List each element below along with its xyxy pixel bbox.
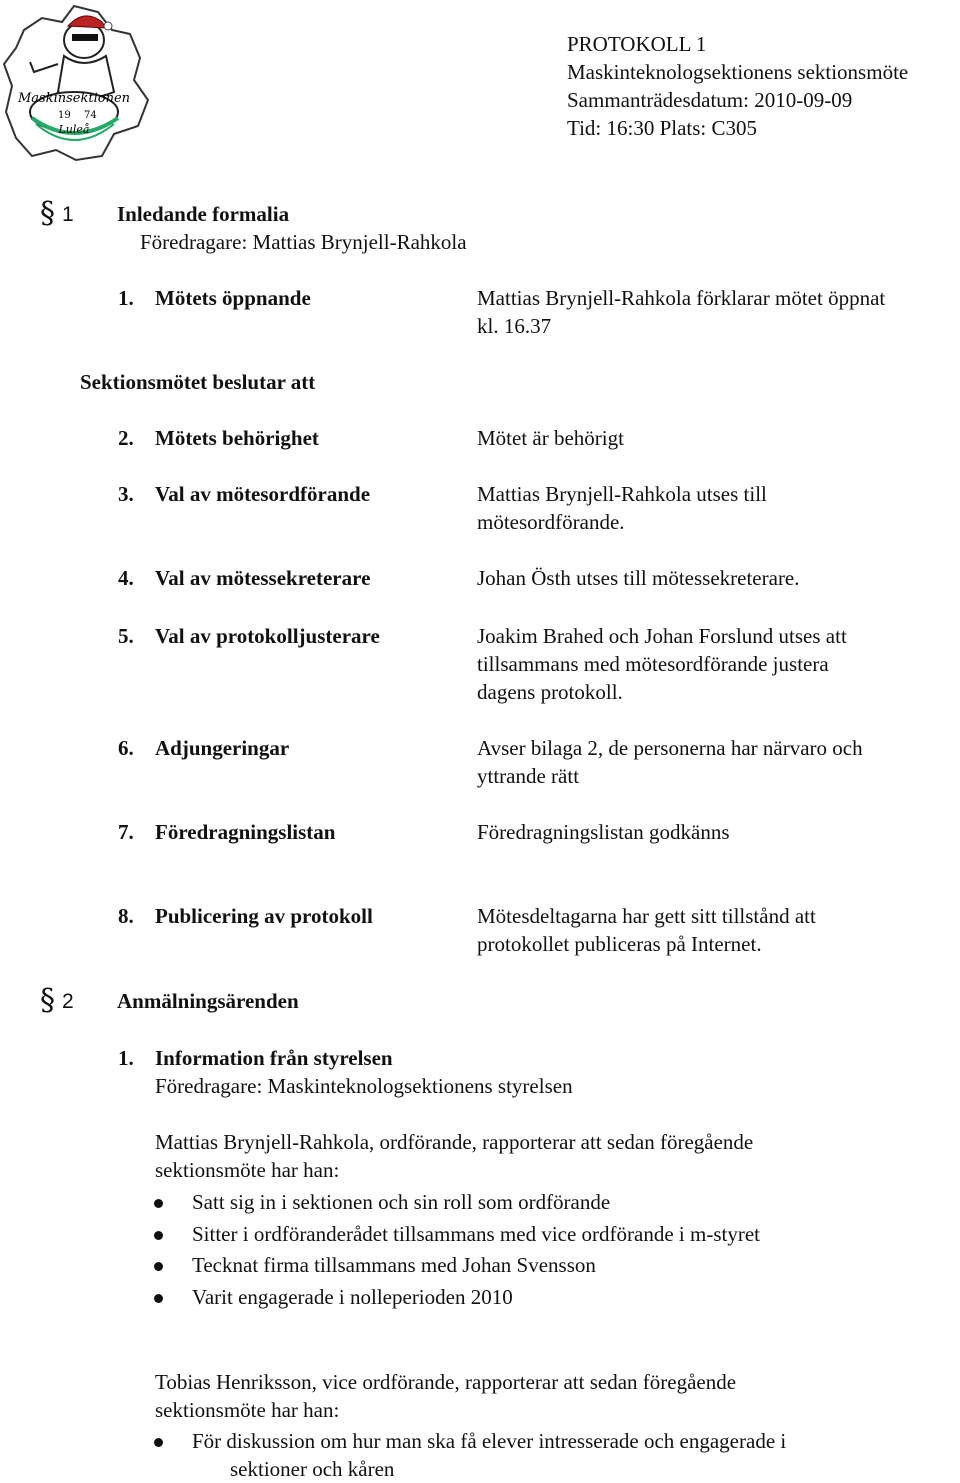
section-2-item-title: Information från styrelsen (155, 1046, 393, 1070)
list-item: Satt sig in i sektionen och sin roll som ordförande (192, 1190, 611, 1214)
item-4-label: Val av mötessekreterare (155, 566, 371, 590)
section-2-presenter: Föredragare: Maskinteknologsektionens styrelsen (155, 1074, 573, 1098)
meeting-date: Sammanträdesdatum: 2010-09-09 (567, 88, 853, 112)
item-3-text: mötesordförande. (477, 510, 625, 534)
logo-year-right: 74 (84, 110, 97, 121)
item-7-label: Föredragningslistan (155, 820, 336, 844)
list-item: För diskussion om hur man ska få elever intresserade och engagerade i (192, 1429, 787, 1453)
bullet-icon (154, 1438, 163, 1447)
report-2-text: sektionsmöte har han: (155, 1398, 340, 1422)
bullet-icon (154, 1262, 163, 1271)
item-6-label: Adjungeringar (155, 736, 290, 760)
item-4-number: 4. (118, 566, 134, 590)
item-3-text: Mattias Brynjell-Rahkola utses till (477, 482, 767, 506)
item-5-text: tillsammans med mötesordförande justera (477, 652, 829, 676)
section-1-presenter: Föredragare: Mattias Brynjell-Rahkola (140, 230, 467, 254)
item-8-label: Publicering av protokoll (155, 904, 373, 928)
item-6-text: yttrande rätt (477, 764, 580, 788)
bullet-icon (154, 1199, 163, 1208)
bullet-icon (154, 1294, 163, 1303)
logo-label: Maskinsektionen (17, 91, 131, 106)
item-4-text: Johan Östh utses till mötessekreterare. (477, 566, 800, 590)
section-1-number: 1 (62, 203, 74, 226)
meeting-name: Maskinteknologsektionens sektionsmöte (567, 60, 909, 84)
item-1-label: Mötets öppnande (155, 286, 311, 310)
decision-heading: Sektionsmötet beslutar att (80, 370, 316, 394)
report-1-text: Mattias Brynjell-Rahkola, ordförande, rapporterar att sedan föregående (155, 1130, 754, 1154)
maskinsektionen-logo (2, 0, 152, 168)
section-2-title: Anmälningsärenden (117, 989, 299, 1013)
item-8-text: Mötesdeltagarna har gett sitt tillstånd att (477, 904, 816, 928)
logo-year-left: 19 (58, 110, 71, 121)
item-5-text: Joakim Brahed och Johan Forslund utses att (477, 624, 847, 648)
item-1-text: kl. 16.37 (477, 314, 552, 338)
list-item: Varit engagerade i nolleperioden 2010 (192, 1285, 513, 1309)
item-8-text: protokollet publiceras på Internet. (477, 932, 762, 956)
section-2-item-number: 1. (118, 1046, 134, 1070)
report-1-text: sektionsmöte har han: (155, 1158, 340, 1182)
section-1-mark: § (40, 196, 55, 231)
item-5-text: dagens protokoll. (477, 680, 623, 704)
item-5-number: 5. (118, 624, 134, 648)
meeting-time-place: Tid: 16:30 Plats: C305 (567, 116, 758, 140)
item-2-number: 2. (118, 426, 134, 450)
logo-city: Luleå (58, 123, 90, 136)
item-5-label: Val av protokolljusterare (155, 624, 380, 648)
section-1-title: Inledande formalia (117, 202, 290, 226)
item-6-text: Avser bilaga 2, de personerna har närvaro och (477, 736, 863, 760)
item-3-label: Val av mötesordförande (155, 482, 371, 506)
item-1-text: Mattias Brynjell-Rahkola förklarar mötet öppnat (477, 286, 886, 310)
section-2-mark: § (40, 983, 55, 1018)
protocol-title: PROTOKOLL 1 (567, 32, 707, 56)
item-7-number: 7. (118, 820, 134, 844)
section-2-number: 2 (62, 990, 74, 1013)
item-2-label: Mötets behörighet (155, 426, 319, 450)
item-2-text: Mötet är behörigt (477, 426, 624, 450)
item-6-number: 6. (118, 736, 134, 760)
list-item: Tecknat firma tillsammans med Johan Svensson (192, 1253, 596, 1277)
item-8-number: 8. (118, 904, 134, 928)
item-1-number: 1. (118, 286, 134, 310)
report-2-text: Tobias Henriksson, vice ordförande, rapporterar att sedan föregående (155, 1370, 737, 1394)
item-3-number: 3. (118, 482, 134, 506)
list-item: Sitter i ordföranderådet tillsammans med vice ordförande i m-styret (192, 1222, 760, 1246)
bullet-icon (154, 1231, 163, 1240)
list-item-continuation: sektioner och kåren (230, 1457, 395, 1481)
item-7-text: Föredragningslistan godkänns (477, 820, 730, 844)
